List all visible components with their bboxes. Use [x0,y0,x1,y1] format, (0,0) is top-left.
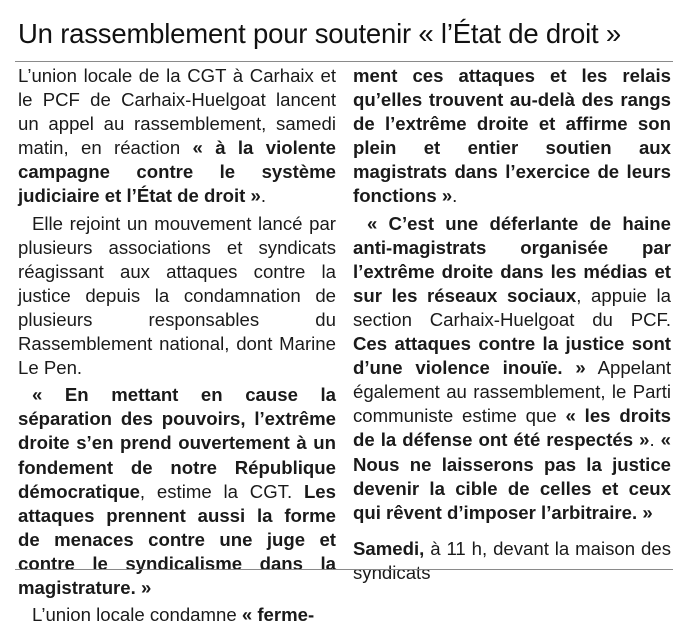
paragraph-cgt-quote [18,383,336,600]
quote-run: Les attaques prennent aussi la forme de menaces contre une juge et contre le syndicalisme dans la magistrature. » [18,480,336,598]
article-headline: Un rassemblement pour soutenir « l’État de droit » [18,18,621,49]
paragraph-event-info [353,537,671,585]
paragraph-condemnation-cont [353,64,671,209]
event-details: à 11 h, devant la maison des syndicats [353,537,671,583]
text-run: , appuie la section Carhaix-Huelgoat du PCF. [353,284,671,330]
left-column [18,64,336,630]
headline-rule [15,61,673,62]
quote-run: « les droits de la défense ont été respectés » [353,405,671,451]
text-run: , estime la CGT. [139,480,304,502]
text-run: . [260,185,266,207]
event-date: Samedi, [353,537,425,559]
paragraph-intro [18,64,336,209]
right-column [353,64,671,588]
text-run: . [649,429,661,451]
quote-run: « En mettant en cause la séparation des pouvoirs, l’extrême droite s’en prend ouvertement à un fondement de notre République démocratique [18,384,336,502]
text-run: L’union locale de la CGT à Carhaix et le PCF de Carhaix-Huelgoat lancent un appel au rassemblement, samedi matin, en réaction [18,65,336,159]
quote-run: « Nous ne laisserons pas la justice devenir la cible de celles et ceux qui rêvent d’imposer l’arbitraire. » [353,429,671,523]
paragraph-condemnation [18,603,336,627]
quote-run: Ces attaques contre la justice sont d’une violence inouïe. » [353,333,671,379]
quote-run: « à la violente campagne contre le système judiciaire et l’État de droit » [18,137,337,207]
text-run: . [452,185,458,207]
text-run: Appelant également au rassemblement, le Parti communiste estime que [353,357,672,427]
text-run: L’union locale condamne [32,604,242,626]
bottom-rule [15,569,673,570]
paragraph-pcf-quote [353,212,671,525]
quote-run: « ferme- [241,604,315,626]
paragraph-movement [18,212,336,381]
quote-run: ment ces attaques et les relais qu’elles trouvent au-delà des rangs de l’extrême droite et affirme son plein et entier soutien aux magistrats dans l’exercice de leurs fonctions » [353,65,671,207]
text-run: Elle rejoint un mouvement lancé par plusieurs associations et syndicats réagissant aux attaques contre la justice depuis la condamnation de plusieurs responsables du Rassemblement national, dont Marine Le Pen. [18,212,336,379]
quote-run: « C’est une déferlante de haine anti-magistrats organisée par l’extrême droite dans les médias et sur les réseaux sociaux [353,212,671,306]
